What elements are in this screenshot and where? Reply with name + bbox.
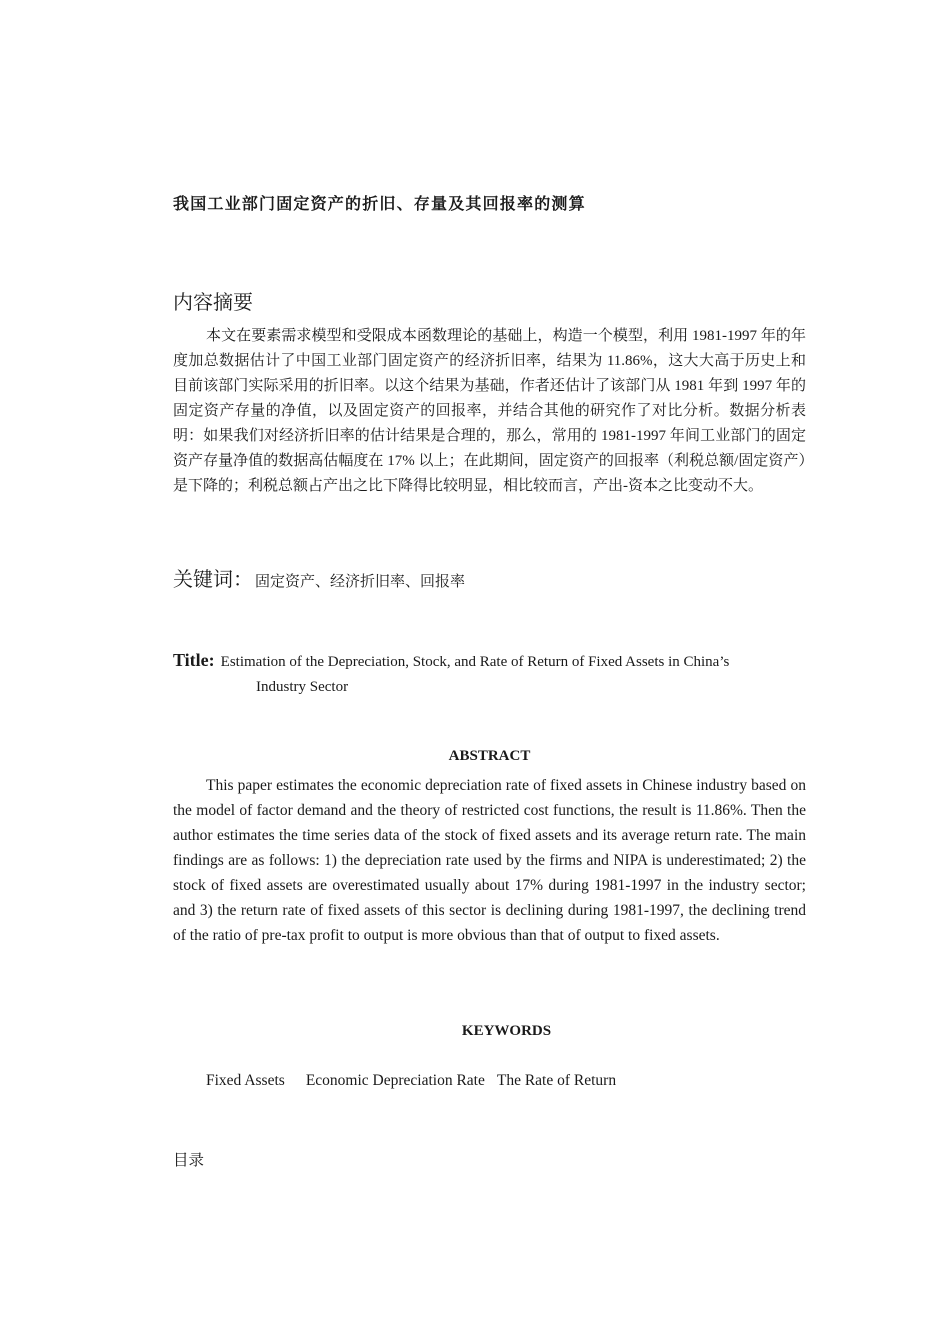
keywords-cn-text: 固定资产、经济折旧率、回报率 (255, 574, 466, 590)
keywords-en-heading: KEYWORDS (461, 1023, 552, 1039)
abstract-cn-body: 本文在要素需求模型和受限成本函数理论的基础上，构造一个模型，利用 1981-1997 年的年度加总数据估计了中国工业部门固定资产的经济折旧率，结果为 11.86%，这大大高于历史上和目前该部门实际采用的折旧率。以这个结果为基础，作者还估计了该部门从 1981 年到 1997 年的固定资产存量的净值，以及固定资产的回报率，并结合其他的研究作了对比分析。数据分析表明：如果我们对经济折旧率的估计结果是合理的，那么，常用的 1981-1997 年间工业部门的固定资产存量净值的数据高估幅度在 17% 以上；在此期间，固定资产的回报率（利税总额/固定资产）是下降的；利税总额占产出之比下降得比较明显，相比较而言，产出-资本之比变动不大。 (173, 328, 806, 494)
abstract-cn-heading: 内容摘要 (173, 290, 253, 314)
paper-title-en (173, 648, 813, 700)
keyword-en-item: Economic Depreciation Rate (305, 1072, 485, 1089)
title-en-line2: Industry Sector (256, 679, 349, 695)
keywords-cn-line (173, 563, 465, 592)
abstract-en-heading: ABSTRACT (448, 748, 531, 764)
keywords-en-list (206, 1072, 616, 1090)
title-en-label: Title: (173, 650, 215, 670)
abstract-en-body: This paper estimates the economic depreciation rate of fixed assets in Chinese industry based on the model of factor demand and the theory of restricted cost functions, the result is 11.86%. Then the author estimates the time series data of the stock of fixed assets and its average return rate. The main findings are as follows: 1) the depreciation rate used by the firms and NIPA is underestimated; 2) the stock of fixed assets are overestimated usually about 17% during 1981-1997 in the industry sector; and 3) the return rate of fixed assets of this sector is declining during 1981-1997, the declining trend of the ratio of pre-tax profit to output is more obvious than that of output to fixed assets. (173, 777, 806, 944)
title-en-line1: Estimation of the Depreciation, Stock, and Rate of Return of Fixed Assets in China’s (220, 654, 730, 670)
paper-title-cn: 我国工业部门固定资产的折旧、存量及其回报率的测算 (173, 194, 586, 213)
keywords-cn-label: 关键词： (173, 567, 253, 591)
keyword-en-item: The Rate of Return (496, 1072, 617, 1089)
keyword-en-item: Fixed Assets (206, 1072, 285, 1089)
toc-label: 目录 (173, 1152, 205, 1169)
